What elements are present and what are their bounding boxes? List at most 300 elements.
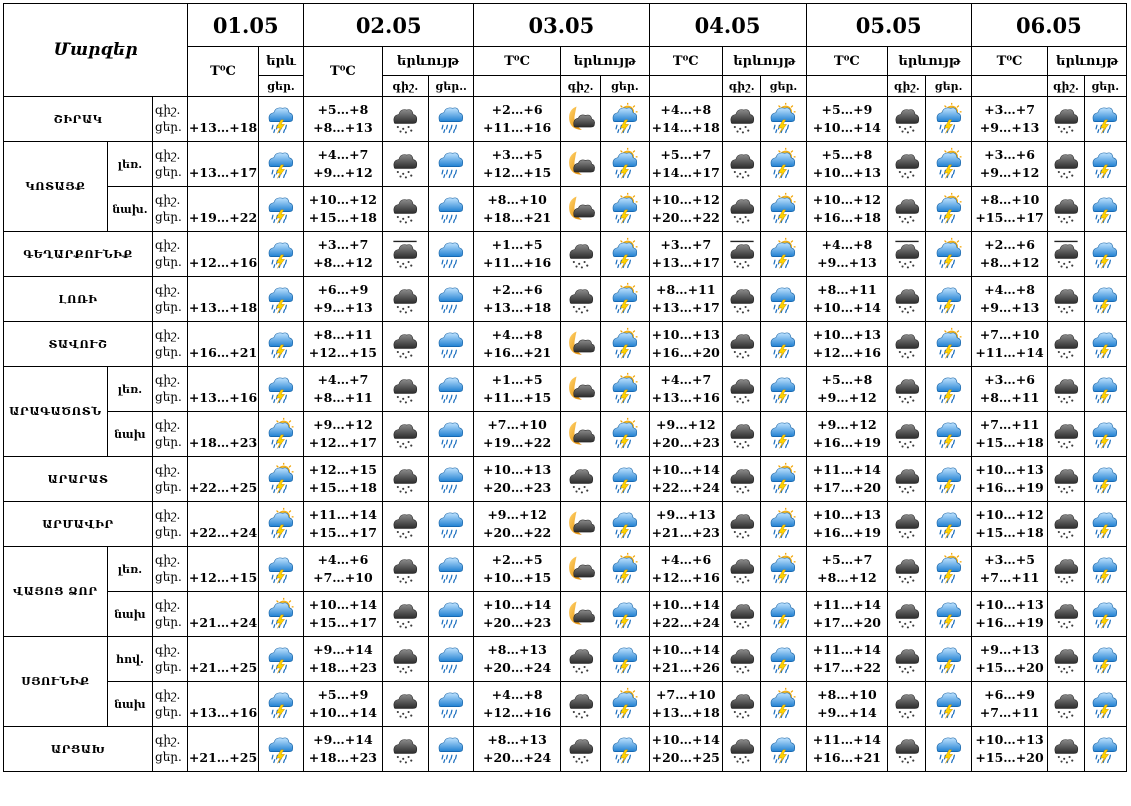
temperature-value: +11…+16 xyxy=(482,120,552,135)
sun-storm-icon xyxy=(926,322,971,367)
day-label: ցեր. xyxy=(155,570,182,584)
temperature-value: +18…+23 xyxy=(308,750,377,765)
temperature-value: +4…+7 xyxy=(317,147,369,162)
temperature-value: +8…+12 xyxy=(313,255,373,270)
temperature-range xyxy=(304,277,383,322)
moon-cloud-icon xyxy=(560,367,600,412)
rain-cloud-icon xyxy=(428,142,473,187)
dark-cloud-icon xyxy=(1048,367,1084,412)
day-label: ցեր. xyxy=(155,750,182,764)
dark-cloud-icon xyxy=(382,97,428,142)
temperature-value: +10…+14 xyxy=(651,597,720,612)
temperature-range xyxy=(188,502,258,547)
temperature-value: +12…+15 xyxy=(482,165,552,180)
temperature-range xyxy=(474,232,561,277)
temperature-value: +10…+13 xyxy=(651,327,720,342)
forecast-row xyxy=(4,142,1127,187)
temperature-value: +9…+14 xyxy=(313,732,373,747)
sun-storm-icon xyxy=(601,682,649,727)
dark-cloud-icon xyxy=(382,637,428,682)
temperature-value: +9…+12 xyxy=(313,417,373,432)
dark-cloud-icon xyxy=(1048,592,1084,637)
temperature-value: +10…+13 xyxy=(975,462,1044,477)
day-label: ցեր. xyxy=(155,345,182,359)
temperature-value: +8…+11 xyxy=(817,282,877,297)
storm-rain-icon xyxy=(1084,592,1126,637)
storm-rain-icon xyxy=(258,277,303,322)
dark-cloud-icon xyxy=(723,322,761,367)
fog-cloud-icon xyxy=(1048,232,1084,277)
temperature-range xyxy=(806,682,888,727)
storm-rain-icon xyxy=(258,367,303,412)
temperature-value: +16…+20 xyxy=(651,345,720,360)
temperature-value: +16…+21 xyxy=(812,750,882,765)
temperature-value: +13…+18 xyxy=(188,300,258,315)
temperature-value: +3…+5 xyxy=(984,552,1035,567)
temperature-range xyxy=(806,142,888,187)
sun-storm-icon xyxy=(761,187,806,232)
temperature-value: +8…+11 xyxy=(313,390,373,405)
dark-cloud-icon xyxy=(723,142,761,187)
sun-storm-icon xyxy=(926,97,971,142)
phenomenon-header: երևույթ xyxy=(888,47,972,76)
temperature-range xyxy=(649,142,723,187)
temperature-value: +18…+21 xyxy=(482,210,552,225)
temperature-range xyxy=(806,322,888,367)
temperature-value: +8…+13 xyxy=(313,120,373,135)
temperature-value: +11…+14 xyxy=(308,507,377,522)
temperature-range xyxy=(304,547,383,592)
storm-rain-icon xyxy=(258,682,303,727)
dark-cloud-icon xyxy=(382,592,428,637)
temperature-value: +12…+17 xyxy=(308,435,377,450)
temperature-value: +7…+10 xyxy=(313,570,373,585)
temperature-range xyxy=(971,232,1048,277)
day-label: ցեր. xyxy=(155,210,182,224)
temperature-range xyxy=(649,232,723,277)
time-of-day-labels xyxy=(153,322,188,367)
temperature-value: +9…+12 xyxy=(655,417,716,432)
dark-cloud-icon xyxy=(560,277,600,322)
dark-cloud-icon xyxy=(1048,682,1084,727)
temperature-range xyxy=(304,592,383,637)
forecast-row xyxy=(4,277,1127,322)
day-label: ցեր. xyxy=(155,705,182,719)
temperature-value: +4…+6 xyxy=(317,552,369,567)
storm-rain-icon xyxy=(258,97,303,142)
date-header: 04.05 xyxy=(649,4,806,47)
temperature-range xyxy=(474,592,561,637)
temperature-range xyxy=(304,502,383,547)
temp-header: T⁰C xyxy=(304,47,383,97)
night-label: գիշ. xyxy=(155,598,181,612)
region-name: ԳԵՂԱՐՔՈՒՆԻՔ xyxy=(4,232,153,277)
dark-cloud-icon xyxy=(723,682,761,727)
storm-rain-icon xyxy=(601,457,649,502)
temperature-value: +5…+8 xyxy=(317,102,369,117)
rain-cloud-icon xyxy=(428,502,473,547)
temperature-value: +8…+11 xyxy=(313,327,373,342)
temperature-value: +13…+18 xyxy=(482,300,552,315)
storm-rain-icon xyxy=(601,637,649,682)
region-name: ՍՅՈՒՆԻՔ xyxy=(4,637,108,727)
storm-rain-icon xyxy=(761,277,806,322)
sun-storm-icon xyxy=(761,142,806,187)
subregion-label: նախ xyxy=(107,592,152,637)
temperature-range xyxy=(971,142,1048,187)
temperature-value: +4…+6 xyxy=(660,552,712,567)
dark-cloud-icon xyxy=(723,592,761,637)
temperature-value: +3…+7 xyxy=(660,237,712,252)
phenomenon-header: երևույթ xyxy=(1048,47,1127,76)
temperature-value: +7…+11 xyxy=(979,705,1040,720)
sun-storm-icon xyxy=(258,592,303,637)
day-label: ցեր. xyxy=(155,120,182,134)
forecast-row xyxy=(4,232,1127,277)
dark-cloud-icon xyxy=(888,322,926,367)
temperature-value: +10…+12 xyxy=(975,507,1044,522)
dark-cloud-icon xyxy=(888,412,926,457)
temperature-range xyxy=(474,367,561,412)
temperature-range xyxy=(188,727,258,772)
temperature-value: +16…+21 xyxy=(188,345,258,360)
time-of-day-labels xyxy=(153,232,188,277)
sun-storm-icon xyxy=(601,232,649,277)
temperature-range xyxy=(649,592,723,637)
temperature-value: +7…+10 xyxy=(487,417,547,432)
temperature-value: +15…+20 xyxy=(975,660,1044,675)
temperature-value: +9…+12 xyxy=(487,507,547,522)
temperature-range xyxy=(304,682,383,727)
night-label: գիշ. xyxy=(560,76,600,97)
phenomenon-header: երևույթ xyxy=(382,47,474,76)
dark-cloud-icon xyxy=(888,727,926,772)
dark-cloud-icon xyxy=(1048,727,1084,772)
night-label: գիշ. xyxy=(155,553,181,567)
region-name: ԱՐԱԳԱԾՈՏՆ xyxy=(4,367,108,457)
moon-cloud-icon xyxy=(560,412,600,457)
temperature-value: +22…+24 xyxy=(651,480,720,495)
dark-cloud-icon xyxy=(888,367,926,412)
dark-cloud-icon xyxy=(888,637,926,682)
subregion-label: նախ. xyxy=(107,187,152,232)
moon-cloud-icon xyxy=(560,187,600,232)
storm-rain-icon xyxy=(1084,367,1126,412)
regions-header: Մարզեր xyxy=(4,4,188,97)
dark-cloud-icon xyxy=(1048,277,1084,322)
region-name: ԱՐՑԱԽ xyxy=(4,727,153,772)
temperature-value: +3…+6 xyxy=(984,147,1035,162)
temperature-range xyxy=(188,682,258,727)
temperature-range xyxy=(649,277,723,322)
temperature-value: +10…+14 xyxy=(482,597,552,612)
sun-storm-icon xyxy=(761,682,806,727)
dark-cloud-icon xyxy=(382,322,428,367)
temperature-range xyxy=(474,322,561,367)
temperature-value: +4…+8 xyxy=(660,102,712,117)
day-label: ցեր. xyxy=(155,480,182,494)
temperature-range xyxy=(474,547,561,592)
sun-storm-icon xyxy=(258,502,303,547)
temperature-value: +10…+14 xyxy=(308,597,377,612)
temperature-range xyxy=(971,412,1048,457)
temperature-range xyxy=(474,502,561,547)
time-of-day-labels xyxy=(153,547,188,592)
sun-storm-icon xyxy=(761,547,806,592)
storm-rain-icon xyxy=(1084,97,1126,142)
moon-cloud-icon xyxy=(560,592,600,637)
temperature-value: +8…+10 xyxy=(487,192,547,207)
region-name: ԿՈՏԱՅՔ xyxy=(4,142,108,232)
temperature-value: +4…+7 xyxy=(660,372,712,387)
temperature-range xyxy=(188,322,258,367)
night-label: գիշ. xyxy=(155,283,181,297)
temperature-value: +15…+17 xyxy=(975,210,1044,225)
sun-storm-icon xyxy=(258,457,303,502)
temperature-value: +22…+24 xyxy=(188,525,258,540)
temperature-range xyxy=(649,502,723,547)
night-label: գիշ. xyxy=(155,643,181,657)
temperature-value: +9…+12 xyxy=(817,417,877,432)
temperature-range xyxy=(188,187,258,232)
day-label: ցեր. xyxy=(155,165,182,179)
storm-rain-icon xyxy=(1084,457,1126,502)
time-of-day-labels xyxy=(153,97,188,142)
temperature-value: +13…+18 xyxy=(188,120,258,135)
night-label: գիշ. xyxy=(723,76,761,97)
temperature-range xyxy=(304,727,383,772)
temperature-value: +15…+18 xyxy=(975,525,1044,540)
subregion-label: լեռ. xyxy=(107,547,152,592)
forecast-row xyxy=(4,187,1127,232)
fog-cloud-icon xyxy=(723,232,761,277)
temperature-value: +15…+17 xyxy=(308,615,377,630)
temperature-value: +20…+23 xyxy=(651,435,720,450)
rain-cloud-icon xyxy=(428,277,473,322)
storm-rain-icon xyxy=(926,727,971,772)
temperature-value: +7…+10 xyxy=(655,687,716,702)
temperature-value: +19…+22 xyxy=(482,435,552,450)
temperature-value: +8…+10 xyxy=(979,192,1040,207)
forecast-row xyxy=(4,457,1127,502)
temperature-value: +9…+13 xyxy=(979,120,1040,135)
dark-cloud-icon xyxy=(723,187,761,232)
temperature-range xyxy=(971,727,1048,772)
forecast-row xyxy=(4,727,1127,772)
subregion-label: հով. xyxy=(107,637,152,682)
temperature-value: +10…+13 xyxy=(482,462,552,477)
storm-rain-icon xyxy=(926,412,971,457)
temperature-value: +15…+18 xyxy=(308,480,377,495)
sun-storm-icon xyxy=(761,502,806,547)
day-label: ցեր. xyxy=(155,390,182,404)
storm-rain-icon xyxy=(1084,142,1126,187)
forecast-row xyxy=(4,412,1127,457)
rain-cloud-icon xyxy=(428,322,473,367)
dark-cloud-icon xyxy=(723,277,761,322)
dark-cloud-icon xyxy=(723,547,761,592)
temperature-value: +13…+17 xyxy=(188,165,258,180)
temperature-value: +11…+14 xyxy=(812,462,882,477)
dark-cloud-icon xyxy=(888,277,926,322)
temperature-range xyxy=(474,142,561,187)
temperature-value: +10…+13 xyxy=(812,165,882,180)
day-label: ցեր. xyxy=(761,76,806,97)
temperature-value: +11…+15 xyxy=(482,390,552,405)
temperature-value: +10…+14 xyxy=(812,300,882,315)
temperature-value: +16…+18 xyxy=(812,210,882,225)
storm-rain-icon xyxy=(601,727,649,772)
temperature-value: +18…+23 xyxy=(308,660,377,675)
dark-cloud-icon xyxy=(888,592,926,637)
temperature-value: +7…+10 xyxy=(979,327,1040,342)
dark-cloud-icon xyxy=(382,367,428,412)
temperature-value: +16…+21 xyxy=(482,345,552,360)
temperature-value: +13…+17 xyxy=(651,300,720,315)
time-of-day-labels xyxy=(153,682,188,727)
subregion-label: նախ xyxy=(107,412,152,457)
dark-cloud-icon xyxy=(382,142,428,187)
sun-storm-icon xyxy=(926,187,971,232)
dark-cloud-icon xyxy=(888,682,926,727)
region-name: ՏԱՎՈՒՇ xyxy=(4,322,153,367)
temperature-value: +21…+23 xyxy=(651,525,720,540)
storm-rain-icon xyxy=(258,187,303,232)
temperature-value: +9…+14 xyxy=(313,642,373,657)
temperature-range xyxy=(806,412,888,457)
fog-cloud-icon xyxy=(888,232,926,277)
time-of-day-labels xyxy=(153,592,188,637)
phenomenon-header: երևույթ xyxy=(560,47,649,76)
storm-rain-icon xyxy=(1084,727,1126,772)
temperature-value: +14…+17 xyxy=(651,165,720,180)
temperature-value: +10…+13 xyxy=(975,732,1044,747)
temperature-value: +10…+14 xyxy=(651,642,720,657)
rain-cloud-icon xyxy=(428,232,473,277)
region-name: ԱՐՄԱՎԻՐ xyxy=(4,502,153,547)
temperature-value: +11…+14 xyxy=(812,732,882,747)
phenomenon-header: երև xyxy=(258,47,303,76)
night-label: գիշ. xyxy=(155,688,181,702)
dark-cloud-icon xyxy=(1048,187,1084,232)
temperature-value: +13…+16 xyxy=(188,705,258,720)
temperature-range xyxy=(971,457,1048,502)
time-of-day-labels xyxy=(153,277,188,322)
temperature-value: +10…+14 xyxy=(651,462,720,477)
temperature-value: +13…+17 xyxy=(651,255,720,270)
temperature-value: +4…+7 xyxy=(317,372,369,387)
dark-cloud-icon xyxy=(1048,547,1084,592)
temperature-value: +6…+9 xyxy=(984,687,1035,702)
temperature-value: +10…+15 xyxy=(482,570,552,585)
temperature-value: +13…+16 xyxy=(651,390,720,405)
storm-rain-icon xyxy=(761,367,806,412)
dark-cloud-icon xyxy=(560,637,600,682)
day-label: ցեր. xyxy=(926,76,971,97)
temperature-value: +15…+18 xyxy=(975,435,1044,450)
temperature-range xyxy=(649,547,723,592)
time-of-day-labels xyxy=(153,727,188,772)
sun-storm-icon xyxy=(601,322,649,367)
dark-cloud-icon xyxy=(560,682,600,727)
region-name: ՇԻՐԱԿ xyxy=(4,97,153,142)
temperature-value: +12…+15 xyxy=(188,570,258,585)
night-label: գիշ. xyxy=(155,508,181,522)
fog-cloud-icon xyxy=(382,232,428,277)
phenomenon-header: երևույթ xyxy=(723,47,807,76)
temperature-value: +3…+7 xyxy=(317,237,369,252)
storm-rain-icon xyxy=(258,547,303,592)
date-header: 03.05 xyxy=(474,4,649,47)
storm-rain-icon xyxy=(258,637,303,682)
temperature-value: +3…+5 xyxy=(491,147,543,162)
time-of-day-labels xyxy=(153,502,188,547)
temperature-range xyxy=(304,367,383,412)
temperature-value: +10…+13 xyxy=(812,327,882,342)
storm-rain-icon xyxy=(761,412,806,457)
rain-cloud-icon xyxy=(428,592,473,637)
temperature-value: +5…+9 xyxy=(821,102,873,117)
temperature-range xyxy=(971,322,1048,367)
temperature-value: +3…+7 xyxy=(984,102,1035,117)
temp-header: T⁰C xyxy=(649,47,723,76)
temperature-range xyxy=(188,457,258,502)
storm-rain-icon xyxy=(761,592,806,637)
temperature-range xyxy=(971,97,1048,142)
storm-rain-icon xyxy=(1084,322,1126,367)
temperature-value: +4…+8 xyxy=(984,282,1035,297)
temperature-value: +10…+12 xyxy=(812,192,882,207)
dark-cloud-icon xyxy=(888,97,926,142)
dark-cloud-icon xyxy=(382,187,428,232)
moon-cloud-icon xyxy=(560,322,600,367)
night-label: գիշ. xyxy=(155,463,181,477)
dark-cloud-icon xyxy=(723,412,761,457)
rain-cloud-icon xyxy=(428,412,473,457)
temperature-range xyxy=(474,277,561,322)
temperature-value: +10…+12 xyxy=(651,192,720,207)
date-header: 06.05 xyxy=(971,4,1126,47)
storm-rain-icon xyxy=(926,277,971,322)
temperature-value: +11…+14 xyxy=(812,642,882,657)
day-label: ցեր.. xyxy=(428,76,473,97)
temperature-value: +20…+24 xyxy=(482,750,552,765)
temperature-range xyxy=(188,97,258,142)
dark-cloud-icon xyxy=(1048,457,1084,502)
temperature-value: +7…+11 xyxy=(979,417,1040,432)
temperature-range xyxy=(474,727,561,772)
temperature-value: +21…+25 xyxy=(188,660,258,675)
moon-cloud-icon xyxy=(560,142,600,187)
temperature-value: +9…+12 xyxy=(313,165,373,180)
time-of-day-labels xyxy=(153,187,188,232)
temperature-value: +12…+16 xyxy=(188,255,258,270)
night-label: գիշ. xyxy=(155,238,181,252)
storm-rain-icon xyxy=(258,322,303,367)
forecast-row xyxy=(4,637,1127,682)
night-label: գիշ. xyxy=(155,193,181,207)
sun-storm-icon xyxy=(601,187,649,232)
storm-rain-icon xyxy=(926,682,971,727)
temperature-value: +15…+17 xyxy=(308,525,377,540)
forecast-row xyxy=(4,97,1127,142)
temperature-range xyxy=(649,97,723,142)
temperature-value: +7…+11 xyxy=(979,570,1040,585)
temperature-range xyxy=(188,142,258,187)
night-label: գիշ. xyxy=(155,103,181,117)
storm-rain-icon xyxy=(601,502,649,547)
dark-cloud-icon xyxy=(723,502,761,547)
